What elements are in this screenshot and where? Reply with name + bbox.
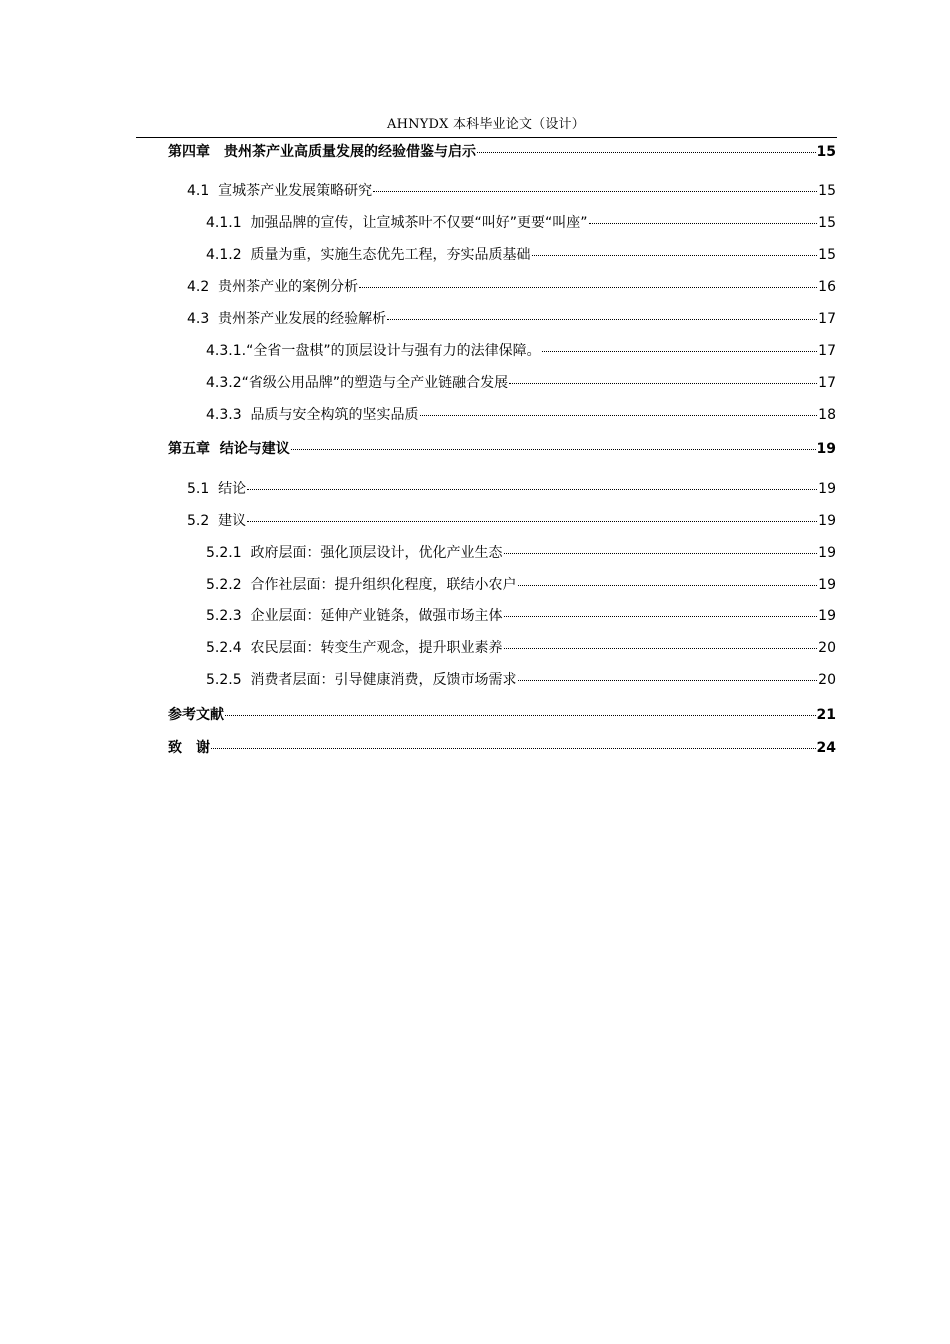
toc-entry-chapter-5[interactable] [168, 438, 836, 460]
toc-entry-title: 5.1 结论 [187, 481, 247, 497]
toc-entry-chapter-4[interactable] [168, 141, 836, 163]
toc-dot-leader [225, 715, 816, 716]
toc-dot-leader [518, 680, 818, 681]
toc-entry-4-3-2[interactable] [206, 372, 836, 394]
toc-entry-5-2-1[interactable] [206, 542, 836, 564]
toc-dot-leader [359, 287, 817, 288]
toc-entry-4-1-2[interactable] [206, 244, 836, 266]
toc-entry-title: 致 谢 [168, 740, 210, 756]
toc-entry-title: 参考文献 [168, 707, 224, 723]
toc-entry-acknowledgements[interactable] [168, 737, 836, 759]
toc-entry-title: 第四章 贵州茶产业高质量发展的经验借鉴与启示 [168, 144, 476, 160]
toc-entry-title: 4.1 宣城茶产业发展策略研究 [187, 183, 373, 199]
toc-entry-5-2-4[interactable] [206, 637, 836, 659]
toc-page-number: 17 [818, 343, 836, 359]
toc-entry-title: 4.2 贵州茶产业的案例分析 [187, 279, 359, 295]
toc-entry-title: 4.1.2 质量为重，实施生态优先工程，夯实品质基础 [206, 247, 531, 263]
toc-dot-leader [291, 449, 816, 450]
toc-page-number: 18 [818, 407, 836, 423]
toc-entry-5-2-5[interactable] [206, 669, 836, 691]
toc-entry-title: 第五章 结论与建议 [168, 441, 290, 457]
toc-page-number: 21 [816, 707, 836, 723]
toc-entry-title: 5.2 建议 [187, 513, 247, 529]
toc-dot-leader [504, 616, 818, 617]
toc-entry-4-3-3[interactable] [206, 404, 836, 426]
toc-entry-4-1[interactable] [187, 180, 836, 202]
toc-page-number: 17 [818, 311, 836, 327]
toc-dot-leader [504, 553, 818, 554]
toc-dot-leader [477, 152, 816, 153]
toc-page-number: 19 [818, 577, 836, 593]
toc-dot-leader [211, 748, 816, 749]
toc-dot-leader [387, 319, 817, 320]
toc-dot-leader [589, 223, 818, 224]
toc-entry-title: 4.3.1.“全省一盘棋”的顶层设计与强有力的法律保障。 [206, 343, 541, 359]
toc-entry-title: 5.2.1 政府层面：强化顶层设计，优化产业生态 [206, 545, 503, 561]
toc-entry-5-2[interactable] [187, 510, 836, 532]
toc-dot-leader [504, 648, 818, 649]
running-header: AHNYDX 本科毕业论文（设计） [387, 117, 585, 132]
toc-page-number: 19 [816, 441, 836, 457]
toc-page-number: 15 [818, 247, 836, 263]
header-rule [136, 137, 837, 138]
toc-dot-leader [247, 489, 817, 490]
toc-entry-title: 5.2.2 合作社层面：提升组织化程度，联结小农户 [206, 577, 517, 593]
toc-entry-title: 4.3 贵州茶产业发展的经验解析 [187, 311, 387, 327]
toc-entry-4-3-1[interactable] [206, 340, 836, 362]
toc-page-number: 15 [818, 183, 836, 199]
toc-entry-title: 4.3.3 品质与安全构筑的坚实品质 [206, 407, 419, 423]
toc-dot-leader [518, 585, 818, 586]
toc-page-number: 19 [818, 481, 836, 497]
toc-page-number: 15 [818, 215, 836, 231]
toc-entry-title: 5.2.5 消费者层面：引导健康消费，反馈市场需求 [206, 672, 517, 688]
toc-dot-leader [532, 255, 818, 256]
toc-page-number: 20 [818, 672, 836, 688]
toc-entry-5-2-2[interactable] [206, 574, 836, 596]
toc-entry-title: 5.2.4 农民层面：转变生产观念，提升职业素养 [206, 640, 503, 656]
toc-dot-leader [542, 351, 818, 352]
toc-page-number: 19 [818, 545, 836, 561]
toc-dot-leader [509, 383, 817, 384]
toc-page-number: 17 [818, 375, 836, 391]
toc-dot-leader [373, 191, 817, 192]
toc-page-number: 24 [816, 740, 836, 756]
toc-entry-title: 4.1.1 加强品牌的宣传，让宣城茶叶不仅要“叫好”更要“叫座” [206, 215, 588, 231]
toc-entry-4-3[interactable] [187, 308, 836, 330]
toc-entry-references[interactable] [168, 704, 836, 726]
toc-page-number: 20 [818, 640, 836, 656]
toc-page-number: 19 [818, 608, 836, 624]
toc-entry-title: 4.3.2“省级公用品牌”的塑造与全产业链融合发展 [206, 375, 509, 391]
toc-page-number: 16 [818, 279, 836, 295]
toc-entry-4-2[interactable] [187, 276, 836, 298]
toc-entry-title: 5.2.3 企业层面：延伸产业链条，做强市场主体 [206, 608, 503, 624]
toc-entry-5-2-3[interactable] [206, 605, 836, 627]
toc-page-number: 19 [818, 513, 836, 529]
toc-entry-4-1-1[interactable] [206, 212, 836, 234]
toc-dot-leader [420, 415, 818, 416]
toc-dot-leader [247, 521, 817, 522]
toc-entry-5-1[interactable] [187, 478, 836, 500]
toc-page-number: 15 [816, 144, 836, 160]
